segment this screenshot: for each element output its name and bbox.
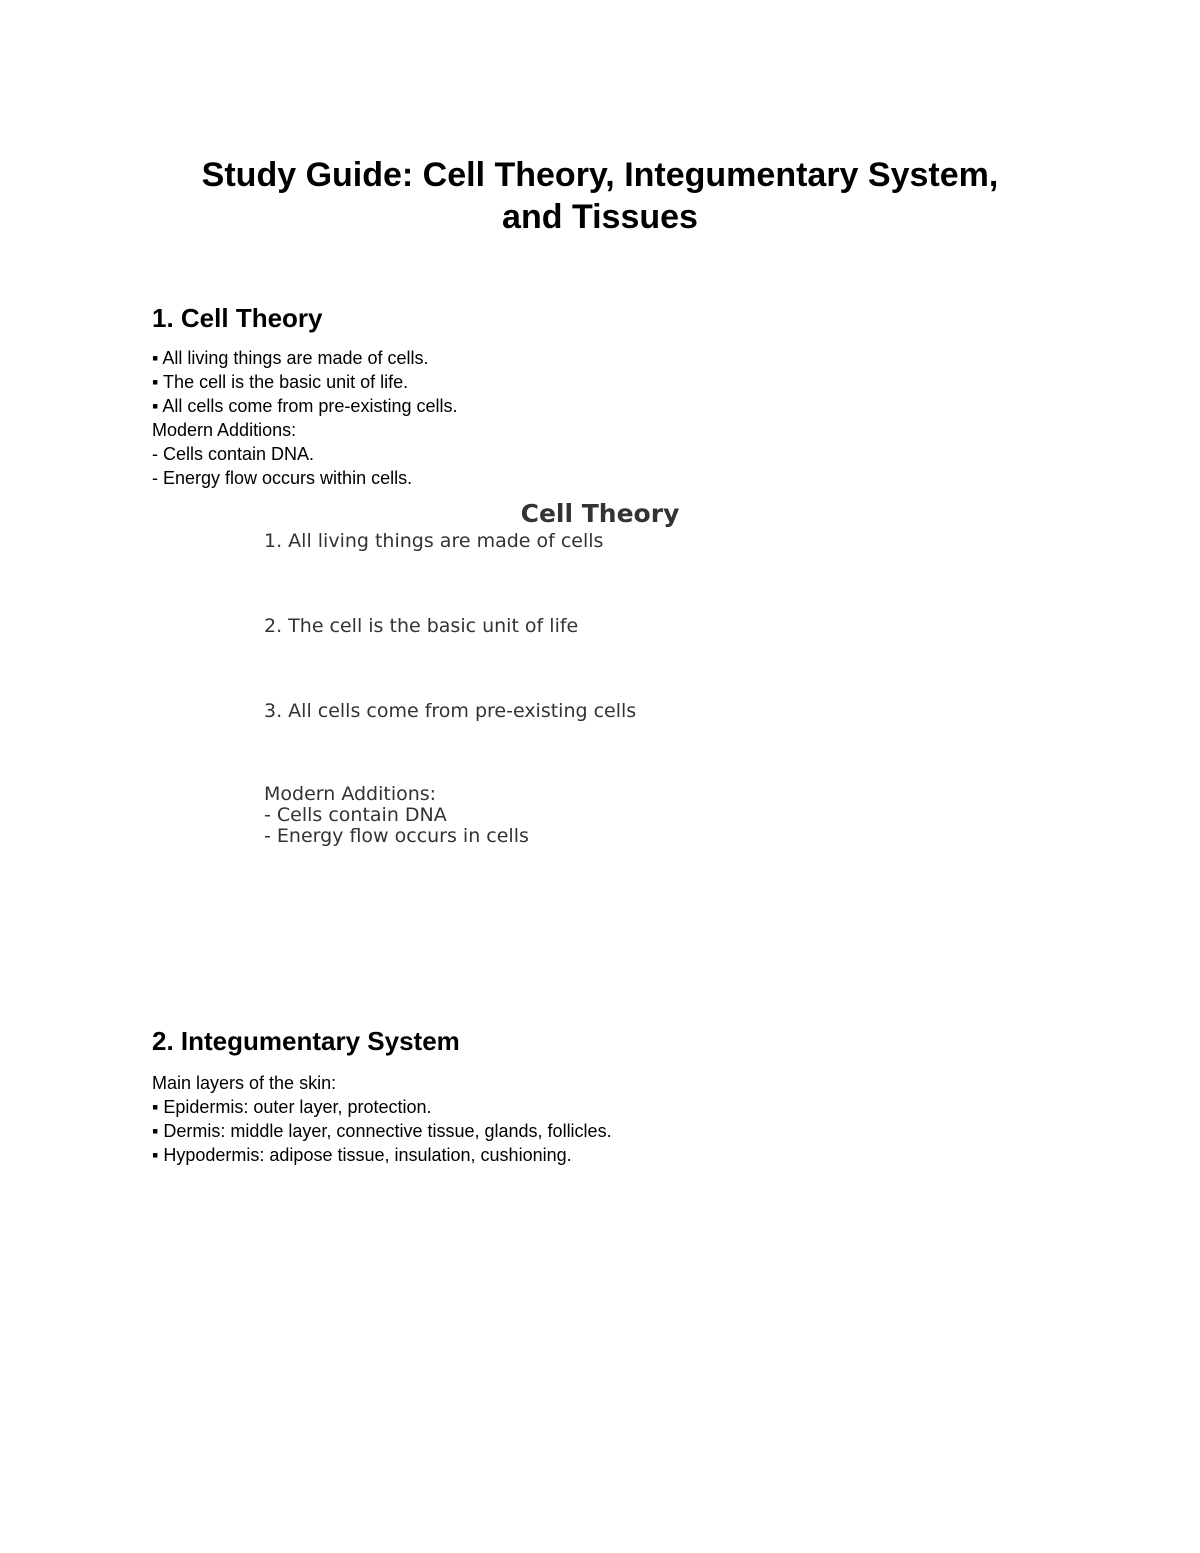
list-item: ▪ The cell is the basic unit of life. — [152, 372, 409, 392]
cell-theory-figure — [0, 496, 1200, 876]
list-item: ▪ All living things are made of cells. — [152, 348, 429, 368]
figure-item: 2. The cell is the basic unit of life — [264, 615, 579, 637]
list-item: Main layers of the skin: — [152, 1073, 337, 1093]
figure-additions-line: - Energy flow occurs in cells — [264, 825, 529, 847]
figure-item: 3. All cells come from pre-existing cells — [264, 700, 637, 722]
section-heading-integumentary-system: 2. Integumentary System — [152, 1026, 460, 1056]
integumentary-list — [152, 1071, 612, 1167]
page-title-line-2: and Tissues — [502, 198, 698, 236]
figure-item: 1. All living things are made of cells — [264, 530, 604, 552]
list-item: - Cells contain DNA. — [152, 444, 315, 464]
list-item: Modern Additions: — [152, 420, 297, 440]
figure-additions — [264, 784, 529, 847]
figure-additions-line: Modern Additions: — [264, 783, 437, 805]
section-heading-cell-theory: 1. Cell Theory — [152, 303, 323, 333]
page-title-line-1: Study Guide: Cell Theory, Integumentary System, — [201, 156, 999, 194]
figure-additions-line: - Cells contain DNA — [264, 804, 447, 826]
list-item: ▪ Hypodermis: adipose tissue, insulation, cushioning. — [152, 1145, 572, 1165]
list-item: ▪ Dermis: middle layer, connective tissue, glands, follicles. — [152, 1121, 612, 1141]
cell-theory-list — [152, 346, 457, 490]
page-title — [0, 154, 1200, 238]
list-item: ▪ Epidermis: outer layer, protection. — [152, 1097, 432, 1117]
list-item: ▪ All cells come from pre-existing cells. — [152, 396, 458, 416]
figure-title: Cell Theory — [520, 499, 680, 528]
list-item: - Energy flow occurs within cells. — [152, 468, 413, 488]
